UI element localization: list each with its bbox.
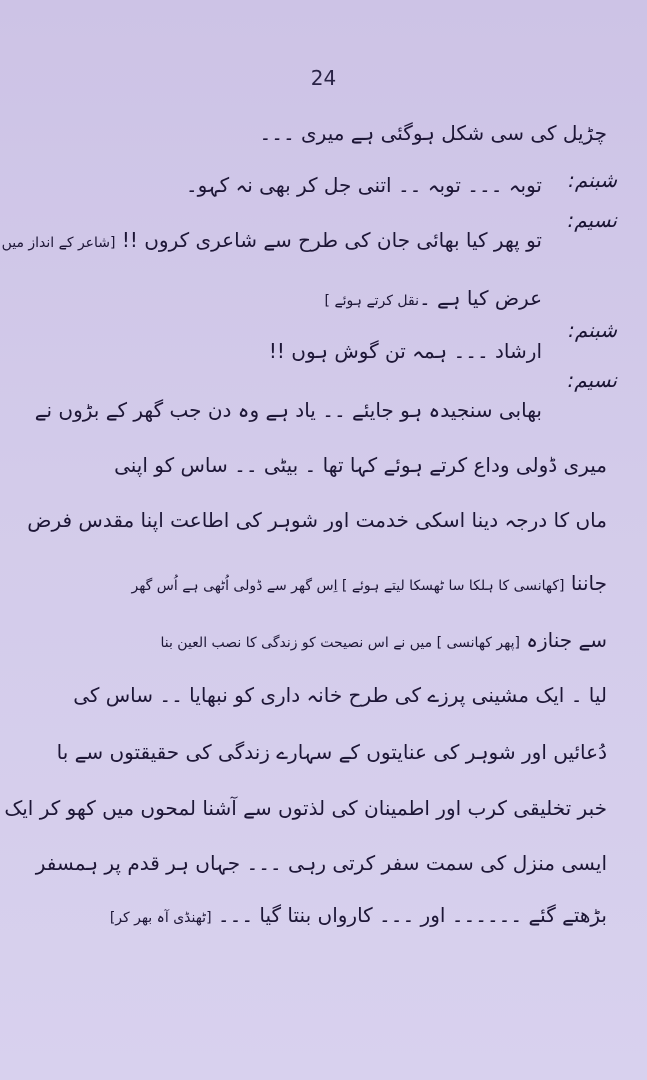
line-text: سے جنازہ [519,628,607,652]
speaker-label: شبنم: [568,318,617,342]
line-text: توبہ ۔۔۔ توبہ ۔۔ اتنی جل کر بھی نہ کہو۔ [185,173,542,197]
text-line [1,225,542,258]
line-text: بھابی سنجیدہ ہو جایئے ۔۔ یاد ہے وہ دن جب گھر کے بڑوں نے [34,398,542,422]
text-line [40,737,607,767]
line-text: دُعائیں اور شوہر کی عنایتوں کے سہارے زندگی کی حقیقتوں سے با [56,740,607,764]
page-number: 24 [310,66,337,90]
line-text: عرض کیا ہے ۔ [418,286,542,310]
stage-direction: [شاعر کے انداز میں [1,235,116,251]
text-line [40,170,542,200]
speaker-label: نسیم: [567,208,617,232]
text-line [34,395,542,425]
line-text: خبر تخلیقی کرب اور اطمینان کی لذتوں سے آشنا لمحوں میں کھو کر ایک [4,796,607,820]
speaker-label: شبنم: [568,168,617,192]
stage-direction: نقل کرتے ہوئے ] [324,293,419,309]
line-text: ارشاد ۔۔۔ ہمہ تن گوش ہوں !! [268,339,542,363]
text-line [40,283,542,316]
stage-direction: [پھر کھانسی ] میں نے اس نصیحت کو زندگی کا نصب العین بنا [160,635,520,651]
text-line [40,450,607,480]
text-line [27,505,607,535]
stage-direction: [ٹھنڈی آہ بھر کر] [109,910,212,926]
text-line [40,900,607,933]
line-text: بڑھتے گئے ۔۔۔۔۔۔ اور ۔۔۔ کارواں بنتا گیا ۔۔۔ [211,903,607,927]
line-text: چڑیل کی سی شکل ہوگئی ہے میری ۔۔۔ [259,121,607,145]
text-line [40,568,607,601]
line-text: میری ڈولی وداع کرتے ہوئے کہا تھا ۔ بیٹی ۔۔ ساس کو اپنی [114,453,607,477]
line-text: ماں کا درجہ دینا اسکی خدمت اور شوہر کی اطاعت اپنا مقدس فرض [27,508,607,532]
text-line [40,680,607,710]
text-line [4,793,607,823]
line-text: لیا ۔ ایک مشینی پرزے کی طرح خانہ داری کو نبھایا ۔۔ ساس کی [73,683,607,707]
text-line [40,336,542,366]
speaker-label: نسیم: [567,368,617,392]
stage-direction: [کھانسی کا ہلکا سا ٹھسکا لیتے ہوئے ] اِس گھر سے ڈولی اُٹھی ہے اُس گھر [131,578,565,594]
line-text: تو پھر کیا بھائی جان کی طرح سے شاعری کروں !! [115,228,542,252]
text-line [35,848,607,878]
text-line [40,625,607,658]
line-text: ایسی منزل کی سمت سفر کرتی رہی ۔۔۔ جہاں ہر قدم پر ہمسفر [35,851,607,875]
text-line [40,118,607,148]
line-text: جاننا [564,571,607,595]
